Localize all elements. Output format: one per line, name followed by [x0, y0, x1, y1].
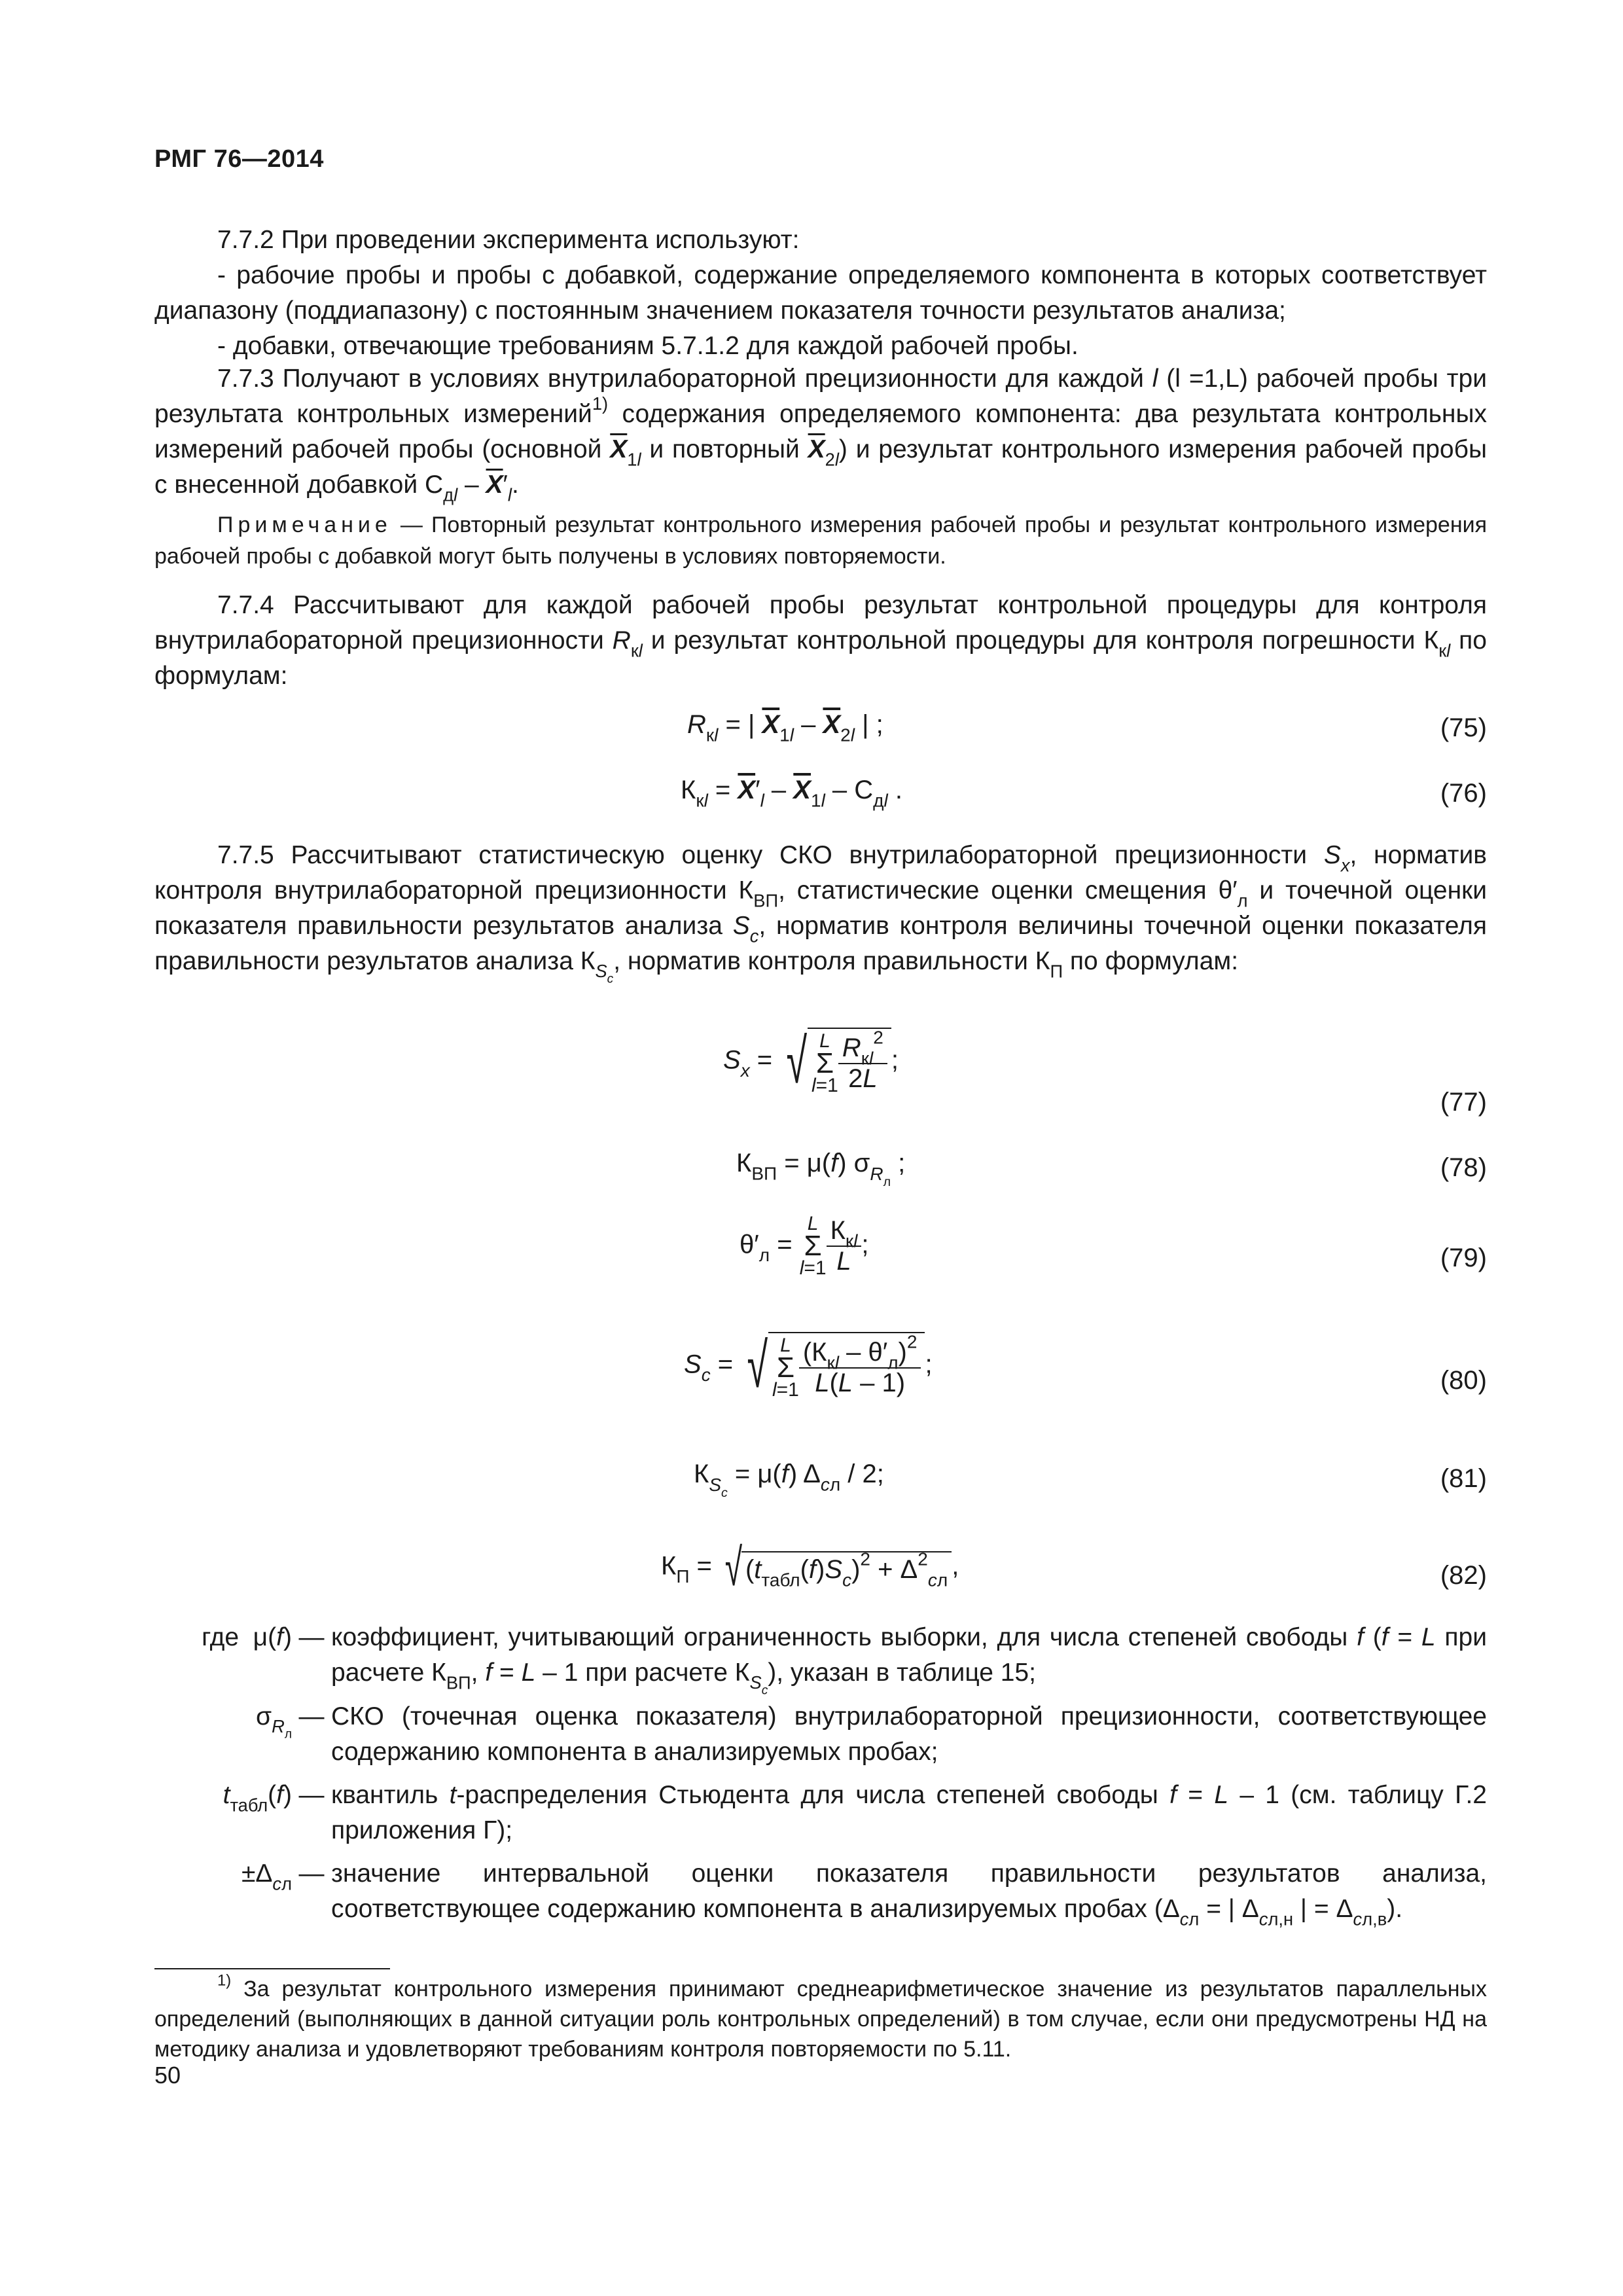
- definition-delta: $\pm\Delta_{сл}$ — значение интервальной оценки показателя правильности результатов анализа, соответствующее содержанию компонента в анализируемых пробах ($\Delta_{сл}$ = | $\Delta_{сл,н}$ | = $\Delta_{сл,в}$).: [241, 1859, 1487, 1929]
- footnote-separator: [154, 1968, 390, 1969]
- formula-78: $К_{ВП} = \mu(f)$ $\sigma_{R_л}$ ;: [736, 1149, 906, 1189]
- text-run: , статистические оценки смещения θ′: [778, 876, 1238, 905]
- text-run: .: [511, 471, 519, 499]
- section-7-7-3: 7.7.3 Получают в условиях внутрилабораторной прецизионности для каждой l (l =1,L) рабочей пробы три результата контрольных измерений$^{1)}$ содержания определяемого компонента: два результата контрольных измерений рабочей пробы (основной $\overline{X}_{1l}$ и повторный $\overline{X}_{2l}$) и результат контрольного измерения рабочей пробы с внесенной добавкой $С_{дl} - \overline{X}'_l$.: [154, 365, 1487, 505]
- definition-text: , указан в таблице 15;: [776, 1659, 1036, 1687]
- text-run: и результат контрольной процедуры для контроля погрешности К: [642, 626, 1439, 655]
- document-header: РМГ 76—2014: [154, 145, 324, 173]
- formula-75: $R_{кl}$ = | $\overline{X}_{1l} - \overline{X}_{2l}$ | ;: [687, 710, 883, 745]
- text-run: по формулам:: [154, 626, 1487, 690]
- footnote-mark: 1): [217, 1971, 232, 1990]
- page-number: 50: [154, 2062, 181, 2089]
- section-7-7-2-heading: 7.7.2 При проведении эксперимента используют:: [217, 226, 800, 254]
- text-run: по формулам:: [1063, 947, 1239, 975]
- text-run: и повторный: [641, 435, 808, 463]
- formula-80: $S_c$ = √ L Σ l=1 $\frac{(К_{кl} - \theta'_л)^2}{L(L - 1)}$ ;: [684, 1331, 933, 1401]
- text-run: , норматив контроля правильности К: [613, 947, 1050, 975]
- formula-81: $К_{S_c} = \mu(f)$ $\Delta_{сл} / 2$;: [694, 1460, 884, 1500]
- section-7-7-5: 7.7.5 Рассчитывают статистическую оценку СКО внутрилабораторной прецизионности $S_x$, норматив контроля внутрилабораторной прецизионности $К_{ВП}$, статистические оценки смещения $\theta'_л$ и точечной оценки показателя правильности результатов анализа $S_c$, норматив контроля величины точечной оценки показателя правильности результатов анализа $К_{S_c}$, норматив контроля правильности $К_П$ по формулам:: [154, 841, 1487, 986]
- equation-number-77: (77): [1440, 1088, 1487, 1117]
- definitions-list: [154, 1620, 1487, 1935]
- equation-number-81: (81): [1440, 1464, 1487, 1493]
- text-run: , норматив контроля внутрилабораторной прецизионности К: [154, 841, 1487, 905]
- equation-number-79: (79): [1440, 1244, 1487, 1272]
- text-run: и точечной оценки показателя правильности результатов анализа: [154, 876, 1487, 940]
- equation-number-78: (78): [1440, 1153, 1487, 1182]
- text-run: (l =1,L): [1158, 365, 1257, 393]
- text-run: ) и результат контрольного измерения рабочей пробы с внесенной добавкой С: [154, 435, 1487, 499]
- section-7-7-2: [154, 223, 1487, 364]
- equation-number-75: (75): [1440, 713, 1487, 742]
- definition-sigma: $\sigma_{R_л}$ — СКО (точечная оценка показателя) внутрилабораторной прецизионности, соответствующее содержанию компонента в анализируемых пробах;: [154, 1699, 1487, 1770]
- text-run: , норматив контроля величины точечной оценки показателя правильности результатов анализа К: [154, 912, 1487, 975]
- equation-number-82: (82): [1440, 1561, 1487, 1590]
- note-label: Примечание: [217, 512, 392, 537]
- equation-number-80: (80): [1440, 1366, 1487, 1395]
- text-run: 7.7.5 Рассчитывают статистическую оценку СКО внутрилабораторной прецизионности: [217, 841, 1324, 869]
- formula-76: $К_{кl} = \overline{X}'_l - \overline{X}_{1l} - С_{дl}$ .: [681, 776, 902, 811]
- formula-77: $S_x$ = √ L Σ l=1 $\frac{R_{кl}^2}{2L}$ ;: [723, 1026, 899, 1096]
- section-7-7-4: 7.7.4 Рассчитывают для каждой рабочей пробы результат контрольной процедуры для контроля внутрилабораторной прецизионности $R_{кl}$ и результат контрольной процедуры для контроля погрешности $К_{кl}$ по формулам:: [154, 591, 1487, 690]
- section-7-7-2-item-2: - добавки, отвечающие требованиям 5.7.1.2 для каждой рабочей пробы.: [217, 332, 1079, 360]
- text-run: рабочей пробы три результата контрольных измерений: [154, 365, 1487, 428]
- note-text: — Повторный результат контрольного измерения рабочей пробы и результат контрольного измерения рабочей пробы с добавкой могут быть получены в условиях повторяемости.: [154, 512, 1487, 569]
- formula-79: $\theta'_л = L$ Σ l=1 $\frac{К_{кl}}{L}$ ;: [740, 1213, 869, 1279]
- text-run: 7.7.3 Получают в условиях внутрилабораторной прецизионности для каждой: [217, 365, 1152, 393]
- equation-number-76: (76): [1440, 779, 1487, 808]
- text-run: содержания определяемого компонента: два результата контрольных измерений рабочей пробы (основной: [154, 400, 1487, 463]
- footnote-text: За результат контрольного измерения принимают среднеарифметическое значение из результатов параллельных определений (выполняющих в данной ситуации роль контрольных определений) в том случае, если они предусмотрены НД на методику анализа и удовлетворяют требованиям контроля повторяемости по 5.11.: [154, 1977, 1487, 2062]
- footnote: [154, 1971, 1487, 2064]
- definition-text: при расчете К: [331, 1623, 1487, 1687]
- section-7-7-2-item-1: - рабочие пробы и пробы с добавкой, содержание определяемого компонента в которых соответствует диапазону (поддиапазону) с постоянным значением показателя точности результатов анализа;: [154, 261, 1487, 325]
- definition-text: -распределения Стьюдента для числа степеней свободы: [456, 1780, 1170, 1809]
- definition-text: (см. таблицу Г.2 приложения Г);: [331, 1780, 1487, 1844]
- note-block: [154, 509, 1487, 572]
- definition-text: СКО (точечная оценка показателя) внутрилабораторной прецизионности, соответствующее содержанию компонента в анализируемых пробах;: [331, 1702, 1487, 1766]
- definition-text: значение интервальной оценки показателя правильности результатов анализа, соответствующее содержанию компонента в анализируемых пробах (: [331, 1859, 1487, 1923]
- definition-text: коэффициент, учитывающий ограниченность выборки, для числа степеней свободы: [331, 1623, 1348, 1651]
- text-run: 7.7.4 Рассчитывают для каждой рабочей пробы результат контрольной процедуры для контроля внутрилабораторной прецизионности: [154, 591, 1487, 655]
- definition-t: $t_{табл}(f)$ — квантиль t-распределения Стьюдента для числа степеней свободы f = L – 1 (см. таблицу Г.2 приложения Г);: [223, 1780, 1487, 1844]
- definition-text: квантиль: [331, 1780, 450, 1809]
- definition-mu: где μ(f) — коэффициент, учитывающий ограниченность выборки, для числа степеней свободы f (f = L при расчете $К_{ВП}$, f = L – 1 при расчете $К_{S_c}$), указан в таблице 15;: [202, 1623, 1487, 1698]
- formula-82: $К_П$ = √ $(t_{табл}(f)S_c)^2 + \Delta^2_{сл}$ ,: [661, 1538, 959, 1596]
- where-label: где: [202, 1623, 240, 1651]
